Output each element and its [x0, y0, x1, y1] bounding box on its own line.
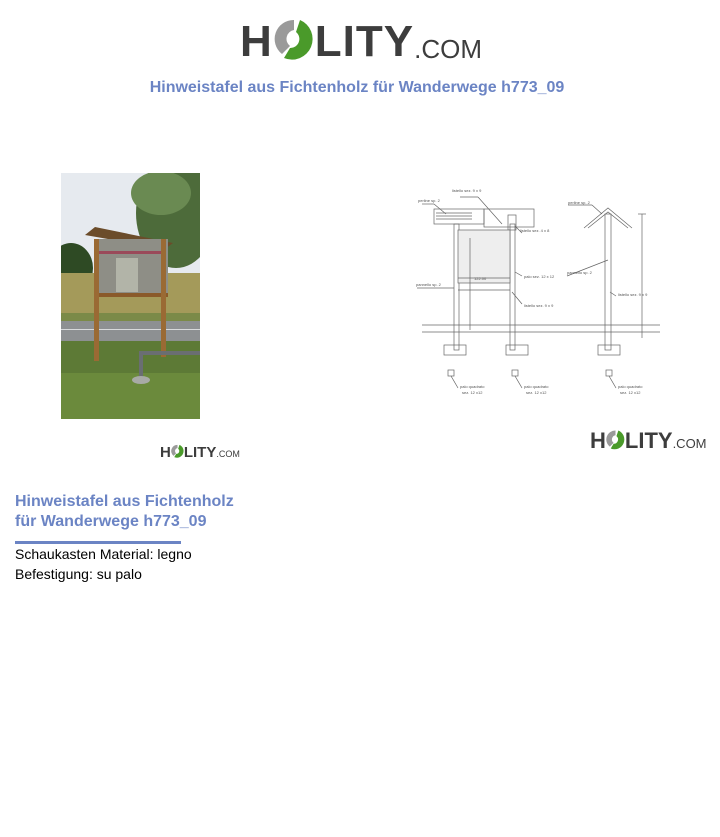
page-title: Hinweistafel aus Fichtenholz für Wanderwege h773_09: [149, 79, 565, 96]
logo-letters: LITY: [314, 17, 415, 66]
label-palo-12x12: palo sez. 12 x 12: [524, 274, 555, 279]
spec-mounting: Befestigung: su palo: [15, 566, 142, 582]
label-palo-1: palo quadrato: [460, 384, 485, 389]
logo-suffix: .COM: [414, 34, 482, 64]
product-title-line2: für Wanderwege h773_09: [15, 513, 207, 530]
label-palo-2: palo quadrato: [524, 384, 549, 389]
label-palo-sez-2: sez. 12 x12: [526, 390, 547, 395]
product-title: [15, 492, 255, 532]
spec-material: Schaukasten Material: legno: [15, 546, 192, 562]
watermark-suffix: .COM: [672, 436, 707, 451]
label-palo-3: palo quadrato: [618, 384, 643, 389]
label-palo-sez-3: sez. 12 x12: [620, 390, 641, 395]
holity-logo[interactable]: [240, 12, 482, 64]
watermark-ring-icon: [606, 428, 625, 451]
label-perline-left: perline sp. 2: [418, 198, 440, 203]
product-photo[interactable]: [61, 173, 200, 419]
dim-width: 122.00: [474, 276, 487, 281]
product-title-line1: Hinweistafel aus Fichtenholz: [15, 493, 234, 510]
watermark-ring-icon: [171, 443, 184, 459]
label-pannello-left: pannello sp. 2: [416, 282, 441, 287]
label-listello-top: listello sez. 9 x 9: [452, 188, 482, 193]
label-listello-right: listello sez. 9 x 9: [618, 292, 648, 297]
label-listello-bottom: listello sez. 9 x 9: [524, 303, 554, 308]
title-underline: [15, 541, 181, 544]
label-perline-right: perline sp. 2: [568, 200, 590, 205]
label-palo-sez-1: sez. 12 x12: [462, 390, 483, 395]
technical-drawing-image: [412, 180, 668, 402]
watermark-letters: LITY: [183, 444, 217, 461]
notice-board-photo-image: [61, 173, 200, 419]
technical-drawing[interactable]: [412, 180, 668, 402]
logo-ring-icon: [274, 16, 314, 62]
label-pannello-right: pannello sp. 2: [567, 270, 592, 275]
photo-watermark-logo: [160, 442, 240, 460]
watermark-letter-h: H: [160, 444, 171, 461]
label-listello-4x8: listello sez. 4 x 8: [520, 228, 550, 233]
drawing-watermark-logo: [590, 426, 707, 452]
logo-letter-h: H: [240, 17, 273, 66]
watermark-letters: LITY: [624, 428, 673, 453]
watermark-letter-h: H: [590, 428, 606, 453]
watermark-suffix: .COM: [216, 449, 240, 459]
